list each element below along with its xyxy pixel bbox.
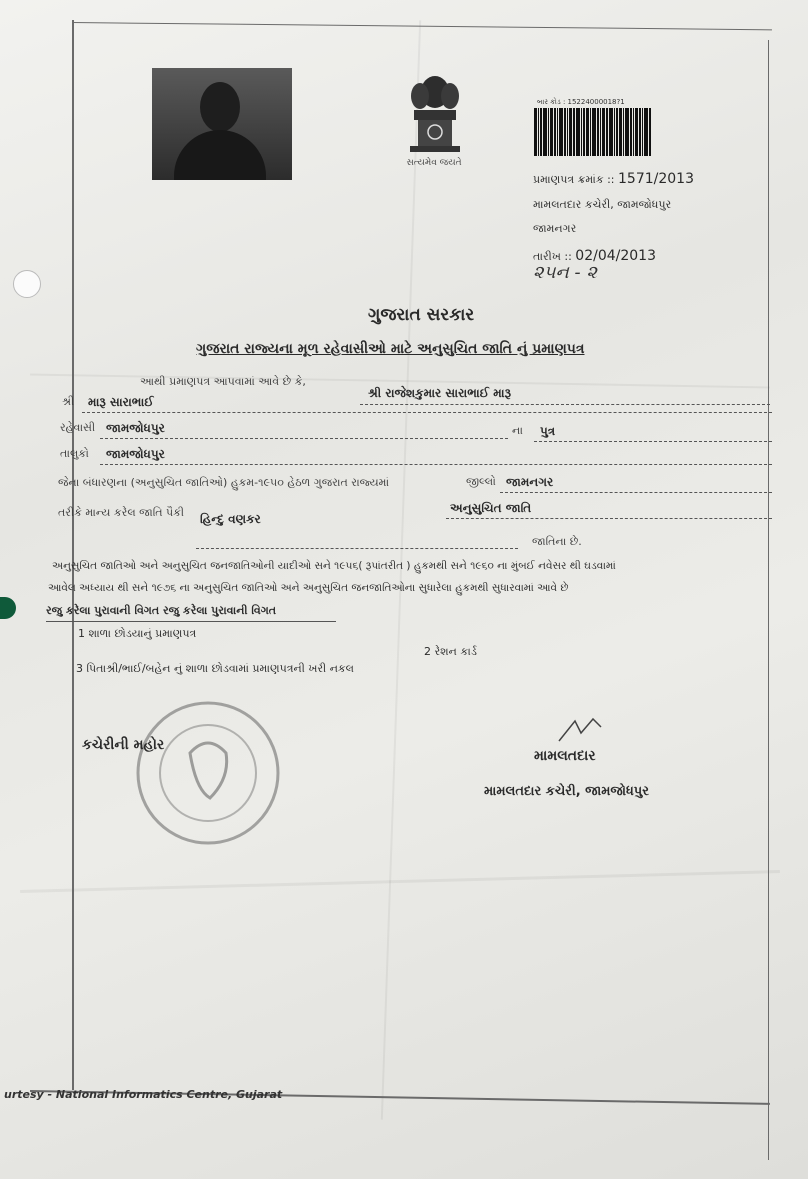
government-title: ગુજરાત સરકાર [368,305,475,325]
applicant-photo [152,68,292,180]
barcode-number: બાર કોડ : 15224000018?1 [537,98,625,106]
applicant-name: શ્રી રાજેશકુમાર સારાભાઈ મારૂ [368,386,511,400]
handwritten-note: ૨૫ન - ૨ [533,262,597,283]
office-line-2: જામનગર [533,222,577,235]
residence-label: રહેવાસી [60,421,96,434]
barcode [534,108,694,156]
father-name: મારૂ સારાભાઈ [88,395,154,409]
date-label: તારીખ :: [533,250,572,263]
office-line-1: મામલતદાર કચેરી, જામજોધપુર [533,198,672,211]
office-seal-label: કચેરીની મહોર [82,737,165,753]
left-border [72,20,74,1090]
signatory-office: મામલતદાર કચેરી, જામજોધપુર [484,784,649,799]
office-seal-icon [130,698,286,848]
taluka-value: જામજોધપુર [106,447,165,461]
punch-hole [13,270,41,298]
relation-value: પુત્ર [540,424,556,438]
order-text: જેના બંધારણના (અનુસુચિત જાતિઓ) હુકમ-૧૯૫૦ હેઠળ ગુજરાત રાજ્યમાં [58,476,390,489]
caste-suffix: જાતિના છે. [532,535,582,548]
legal-paragraph-1: અનુસુચિત જાતિઓ અને અનુસુચિત જનજાતિઓની યાદીઓ સને ૧૯૫૬( રૂપાંતરીત ) હુકમથી સને ૧૯૬૦ ના મુંબઈ નવેસર થી ઘડવામાં [52,560,616,572]
signatory-title: મામલતદાર [534,748,596,764]
right-border [768,40,769,1160]
residence-value: જામજોધપુર [106,421,165,435]
national-emblem-icon [400,70,470,170]
legal-paragraph-2: આવેલ અધ્યાય થી સને ૧૯૭૬ ના અનુસુચિત જાતિઓ અને અનુસુચિત જનજાતિઓના સુધારેલા હુકમથી સુધારવામાં આવે છે [48,582,569,594]
binder-pin [0,597,16,619]
certificate-number-row [533,171,694,188]
district-label: જીલ્લો [466,475,496,488]
signature [555,715,605,745]
caste-label: તરીકે માન્ય કરેલ જાતિ પૈકી [58,506,185,519]
caste-value: હિન્દુ વણકર [200,512,261,526]
top-border [72,22,772,30]
district-value: જામનગર [506,475,554,489]
evidence-item-2: 2 રેશન કાર્ડ [424,645,477,658]
nic-credit: urtesy - National Informatics Centre, Gujarat [4,1088,283,1101]
category-value: અનુસુચિત જાતિ [450,501,532,515]
certificate-number: 1571/2013 [618,171,694,187]
line1-label: આથી પ્રમાણપત્ર આપવામાં આવે છે કે, [140,375,306,388]
certificate-title: ગુજરાત રાજ્યના મૂળ રહેવાસીઓ માટે અનુસુચિત જાતિ નું પ્રમાણપત્ર [196,341,585,357]
issue-date: 02/04/2013 [575,248,656,264]
certificate-number-label: પ્રમાણપત્ર ક્રમાંક :: [533,173,615,186]
taluka-label: તાલુકો [60,447,89,460]
evidence-heading: રજુ કરેલા પુરાવાની વિગત રજુ કરેલા પુરાવાની વિગત [46,604,277,617]
evidence-item-3: 3 પિતાશ્રી/ભાઈ/બહેન નું શાળા છોડવામાં પ્રમાણપત્રની ખરી નકલ [76,662,354,675]
line2-prefix: શ્રી [62,395,75,408]
relation-suffix: ના [512,424,523,437]
emblem-caption: સત્યમેવ જયતે [406,158,462,168]
evidence-item-1: 1 શાળા છોડયાનું પ્રમાણપત્ર [78,627,197,640]
